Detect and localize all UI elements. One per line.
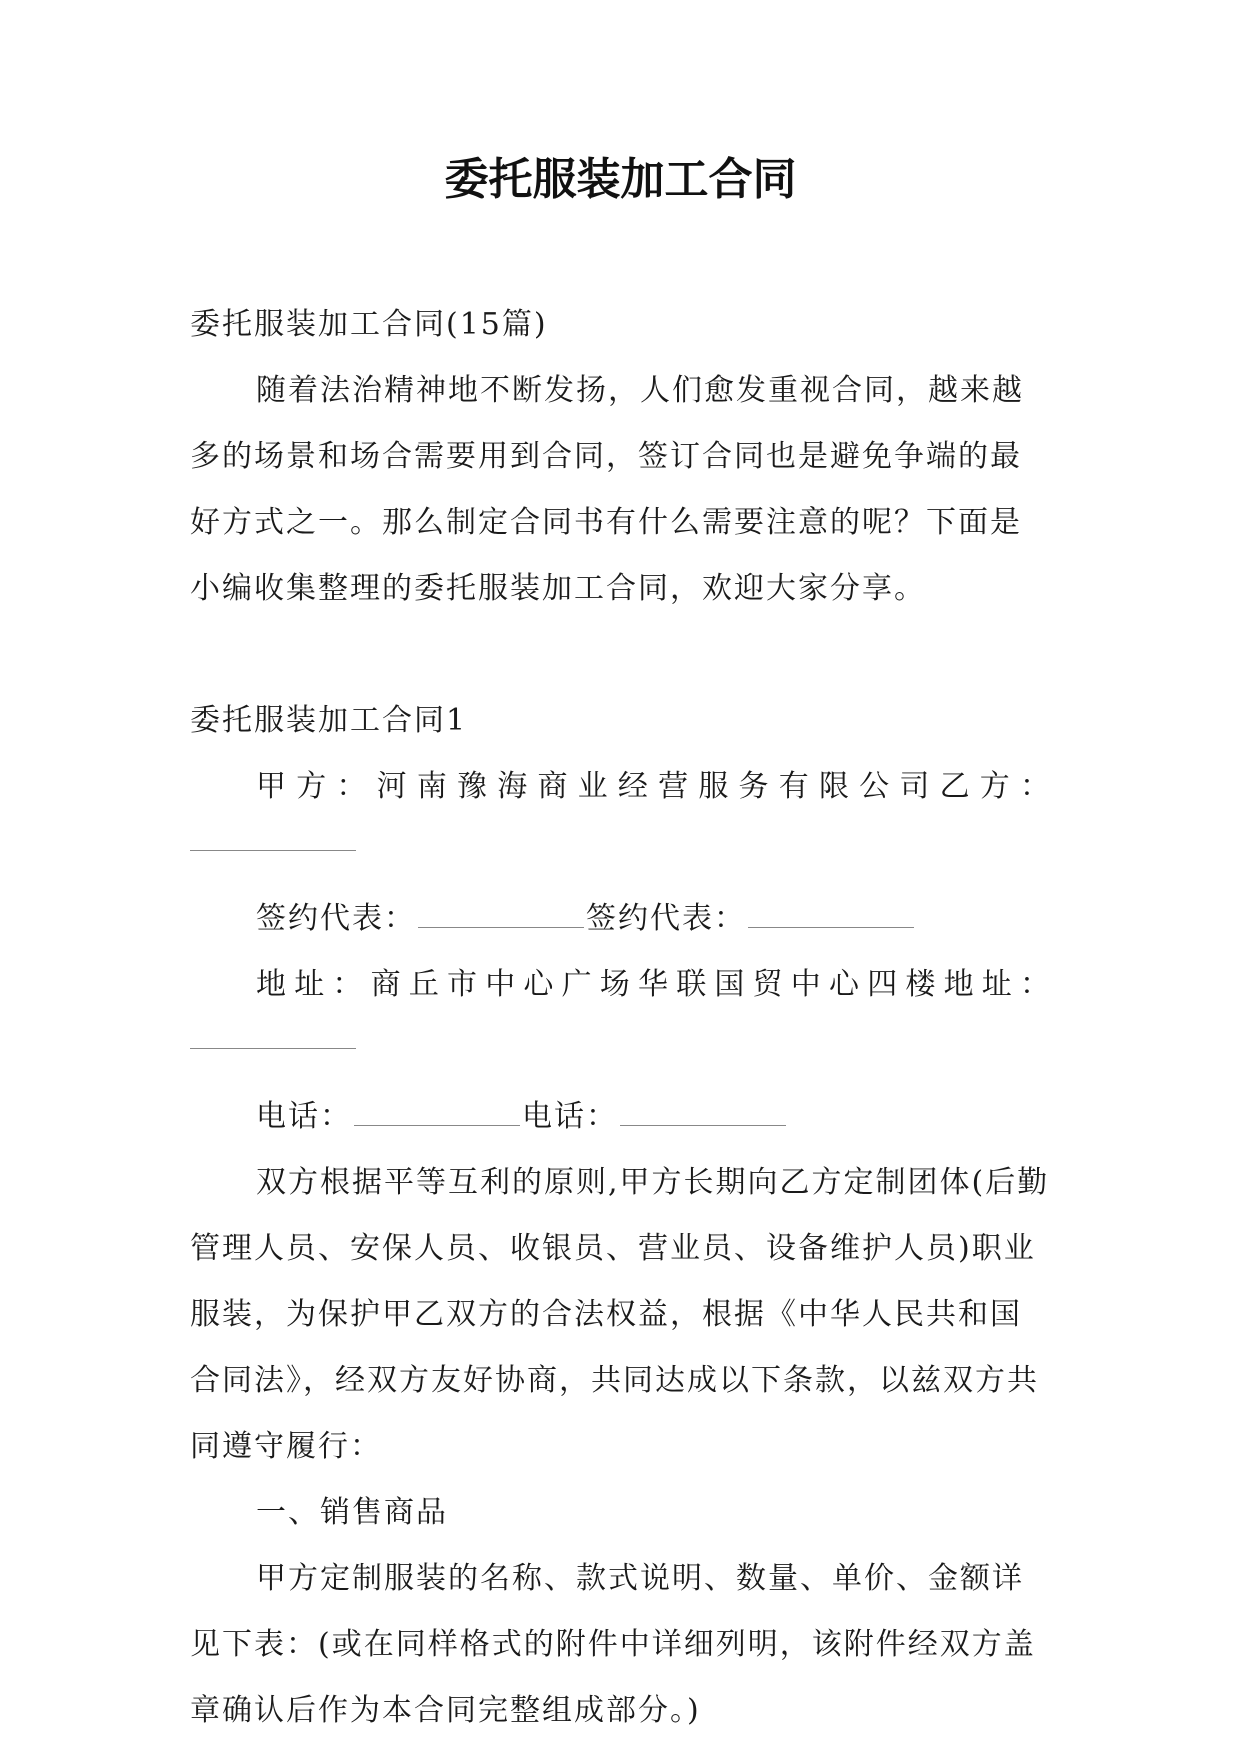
party-line: 甲方：河南豫海商业经营服务有限公司乙方： [256, 769, 1052, 804]
representative-line [190, 886, 1052, 952]
blank-rule [190, 850, 356, 851]
phone-label-a: 电话： [256, 1099, 352, 1134]
representative-label-b: 签约代表： [586, 901, 746, 936]
terms-paragraph: 双方根据平等互利的原则,甲方长期向乙方定制团体(后勤管理人员、安保人员、收银员、营业员、设备维护人员)职业服装，为保护甲乙双方的合法权益，根据《中华人民共和国合同法》，经双方友好协商，共同达成以下条款，以兹双方共同遵守履行： [190, 1165, 1050, 1464]
contract-heading: 委托服装加工合同1 [190, 703, 468, 738]
party-b-blank [190, 820, 1052, 886]
phone-line [190, 1084, 1052, 1150]
representative-blank-a [418, 897, 584, 928]
representative-label-a: 签约代表： [256, 901, 416, 936]
intro-paragraph: 随着法治精神地不断发扬，人们愈发重视合同，越来越多的场景和场合需要用到合同，签订合同也是避免争端的最好方式之一。那么制定合同书有什么需要注意的呢？下面是小编收集整理的委托服装加工合同，欢迎大家分享。 [190, 373, 1024, 606]
phone-label-b: 电话： [522, 1099, 618, 1134]
document-title: 委托服装加工合同 [444, 154, 797, 205]
section-paragraph: 甲方定制服装的名称、款式说明、数量、单价、金额详见下表：(或在同样格式的附件中详细列明，该附件经双方盖章确认后作为本合同完整组成部分。) [190, 1561, 1036, 1728]
blank-rule [190, 1048, 356, 1049]
phone-blank-b [620, 1095, 786, 1126]
address-b-blank [190, 1018, 1052, 1084]
phone-blank-a [354, 1095, 520, 1126]
intro-heading: 委托服装加工合同(15篇) [190, 307, 548, 342]
address-line: 地址：商丘市中心广场华联国贸中心四楼地址： [256, 967, 1052, 1002]
document-body [190, 292, 1052, 1744]
section-heading: 一、销售商品 [256, 1495, 448, 1530]
paragraph-gap [190, 622, 1052, 688]
representative-blank-b [748, 897, 914, 928]
